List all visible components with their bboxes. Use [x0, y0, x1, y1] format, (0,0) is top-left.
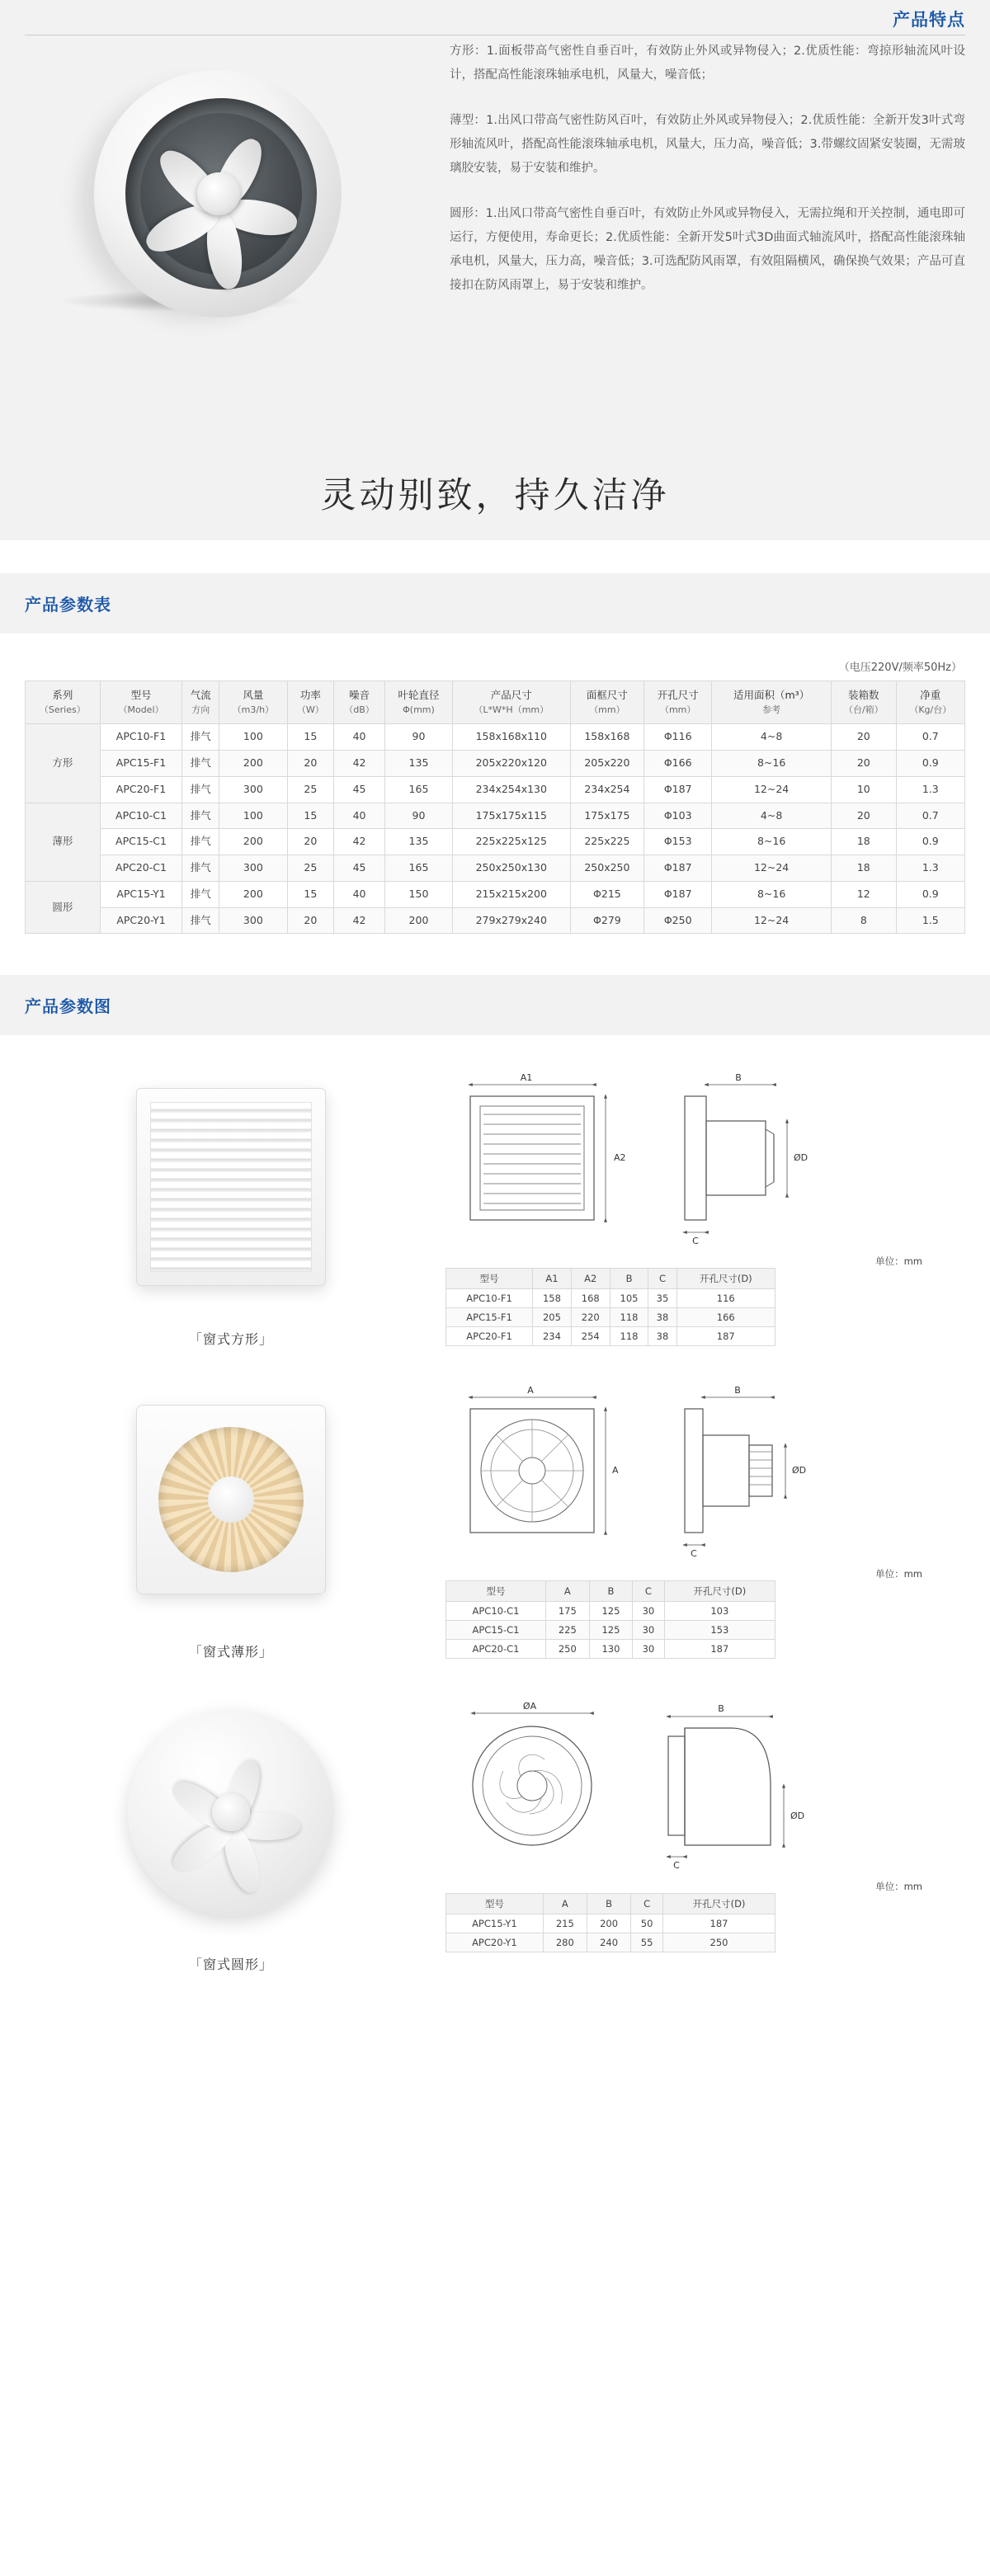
dim-col-header-3: C [631, 1894, 663, 1914]
dim-col-header-1: A1 [533, 1269, 572, 1289]
table-cell: 158x168 [570, 724, 644, 751]
drawing-block-square [0, 1035, 990, 1348]
table-cell: 158 [533, 1289, 572, 1308]
square-dimension-col [437, 1063, 932, 1346]
table-cell: APC20-C1 [446, 1640, 546, 1659]
table-cell: 254 [571, 1327, 610, 1346]
spec-table-wrap [0, 633, 990, 942]
spec-col-header-2: 气流 方向 [182, 681, 219, 724]
spec-table-body [26, 724, 965, 934]
table-cell: 187 [662, 1914, 775, 1933]
table-cell: 40 [334, 881, 385, 907]
spec-col-header-7: 产品尺寸 （L*W*H（mm） [452, 681, 570, 724]
spec-col-header-8: 面框尺寸 （mm） [570, 681, 644, 724]
table-row [446, 1327, 776, 1346]
table-cell: 187 [664, 1640, 775, 1659]
slim-photo-caption: 「窗式薄形」 [188, 1644, 273, 1660]
table-row [446, 1602, 776, 1621]
table-cell: 8 [832, 907, 897, 934]
table-cell: 200 [219, 881, 288, 907]
table-cell: 15 [287, 803, 333, 829]
label-d: ØD [792, 1465, 807, 1476]
table-cell: 25 [287, 776, 333, 803]
square-louver-panel [136, 1088, 326, 1286]
table-cell: 279x279x240 [452, 907, 570, 934]
table-cell: APC20-Y1 [446, 1933, 544, 1952]
round-product-photo [107, 1688, 355, 1936]
table-cell: 0.9 [896, 751, 964, 777]
table-cell: 8~16 [712, 751, 832, 777]
drawing-block-round [0, 1660, 990, 1973]
table-cell: Φ153 [644, 829, 712, 855]
table-cell: 20 [832, 803, 897, 829]
table-cell: 130 [589, 1640, 633, 1659]
table-cell: 175x175x115 [452, 803, 570, 829]
round-unit-label: 单位：mm [875, 1881, 922, 1893]
louver-slats [150, 1102, 312, 1272]
feature-paragraph-slim: 薄型：1.出风口带高气密性防风百叶，有效防止外风或异物侵入；2.优质性能：全新开发3叶式弯形轴流风叶，搭配高性能滚珠轴承电机，风量大，压力高，噪音低；3.带螺纹固紧安装圈，无需玻璃胶安装，易于安装和维护。 [450, 114, 965, 175]
table-cell: APC15-C1 [100, 829, 182, 855]
table-cell: 排气 [182, 724, 219, 751]
dim-col-header-3: C [633, 1581, 664, 1602]
table-cell: 50 [631, 1914, 663, 1933]
table-cell: 42 [334, 907, 385, 934]
table-cell: APC20-Y1 [100, 907, 182, 934]
spec-col-header-4: 功率 （W） [287, 681, 333, 724]
table-cell: 排气 [182, 829, 219, 855]
table-cell: 25 [287, 855, 333, 882]
table-cell: 158x168x110 [452, 724, 570, 751]
slim-grille [158, 1427, 304, 1572]
square-photo-caption: 「窗式方形」 [188, 1331, 273, 1348]
round-dimension-col [437, 1688, 932, 1952]
table-cell: APC10-F1 [100, 724, 182, 751]
label-b: B [734, 1385, 741, 1396]
table-cell: 166 [676, 1308, 776, 1327]
table-cell: APC15-F1 [100, 751, 182, 777]
table-cell: 35 [648, 1289, 676, 1308]
label-c: C [673, 1860, 680, 1872]
dim-col-header-3: B [610, 1269, 648, 1289]
slim-unit-label: 单位：mm [875, 1568, 922, 1580]
spacer [0, 942, 990, 975]
dim-col-header-2: A2 [571, 1269, 610, 1289]
table-cell: 125 [589, 1621, 633, 1640]
table-cell: 42 [334, 829, 385, 855]
label-a-side: A [612, 1465, 619, 1476]
table-cell: 0.7 [896, 724, 964, 751]
table-cell: 12~24 [712, 907, 832, 934]
dim-col-header-5: 开孔尺寸(D) [676, 1269, 776, 1289]
dim-header-row-1 [446, 1581, 776, 1602]
table-cell: 1.3 [896, 776, 964, 803]
table-cell: APC15-F1 [446, 1308, 533, 1327]
fan-hub [197, 172, 240, 215]
table-cell: 200 [219, 751, 288, 777]
table-cell: 234 [533, 1327, 572, 1346]
table-cell: 205 [533, 1308, 572, 1327]
table-cell: 125 [589, 1602, 633, 1621]
dim-col-header-0: 型号 [446, 1894, 544, 1914]
table-row [446, 1914, 776, 1933]
table-cell: 30 [633, 1640, 664, 1659]
table-cell: 250 [545, 1640, 589, 1659]
table-cell: 215 [543, 1914, 587, 1933]
hero-product-photo [25, 25, 437, 412]
square-dimension-drawing [437, 1063, 932, 1253]
table-cell: Φ187 [644, 855, 712, 882]
table-cell: APC10-C1 [446, 1602, 546, 1621]
slogan-band [0, 445, 990, 540]
round-fan-body [128, 1709, 334, 1915]
table-cell: 234x254x130 [452, 776, 570, 803]
table-cell: 175 [545, 1602, 589, 1621]
label-a: ØA [522, 1701, 537, 1712]
table-row [26, 724, 965, 751]
table-cell: 280 [543, 1933, 587, 1952]
table-cell: 1.3 [896, 855, 964, 882]
table-cell: 1.5 [896, 907, 964, 934]
table-cell: 300 [219, 776, 288, 803]
table-cell: Φ187 [644, 881, 712, 907]
drawings-section-header [0, 975, 990, 1035]
label-c: C [692, 1236, 699, 1247]
features-text [450, 40, 965, 319]
table-row [26, 751, 965, 777]
table-cell: APC10-F1 [446, 1289, 533, 1308]
series-cell: 薄形 [26, 803, 101, 881]
dim-col-header-0: 型号 [446, 1581, 546, 1602]
table-cell: 168 [571, 1289, 610, 1308]
table-row [26, 881, 965, 907]
table-row [26, 829, 965, 855]
table-row [446, 1308, 776, 1327]
table-cell: 4~8 [712, 803, 832, 829]
spec-col-header-6: 叶轮直径 Φ(mm) [384, 681, 452, 724]
label-a-top: A [527, 1385, 534, 1396]
feature-paragraph-square: 方形：1.面板带高气密性自垂百叶，有效防止外风或异物侵入；2.优质性能：弯掠形轴流风叶设计，搭配高性能滚珠轴承电机，风量大，噪音低； [450, 45, 965, 82]
dim-col-header-4: 开孔尺寸(D) [662, 1894, 775, 1914]
table-cell: 8~16 [712, 829, 832, 855]
table-cell: 118 [610, 1327, 648, 1346]
spacer [0, 540, 990, 573]
dim-col-header-2: B [589, 1581, 633, 1602]
spec-section-header [0, 573, 990, 633]
table-cell: 90 [384, 803, 452, 829]
spec-col-header-9: 开孔尺寸 （mm） [644, 681, 712, 724]
label-b: B [718, 1703, 724, 1715]
table-cell: 排气 [182, 803, 219, 829]
spec-col-header-0: 系列 （Series） [26, 681, 101, 724]
dim-body-0 [446, 1289, 776, 1346]
features-title: 产品特点 [893, 10, 965, 30]
table-cell: 排气 [182, 855, 219, 882]
table-cell: 45 [334, 776, 385, 803]
table-cell: 250x250x130 [452, 855, 570, 882]
table-row [26, 855, 965, 882]
dim-header-row-2 [446, 1894, 776, 1914]
dim-col-header-4: 开孔尺寸(D) [664, 1581, 775, 1602]
table-cell: 135 [384, 751, 452, 777]
table-cell: 165 [384, 855, 452, 882]
table-cell: 250x250 [570, 855, 644, 882]
table-cell: APC20-F1 [100, 776, 182, 803]
table-row [26, 907, 965, 934]
table-cell: APC15-Y1 [446, 1914, 544, 1933]
table-row [26, 803, 965, 829]
table-cell: 250 [662, 1933, 775, 1952]
spec-col-header-5: 噪音 （dB） [334, 681, 385, 724]
table-cell: 排气 [182, 776, 219, 803]
table-cell: 215x215x200 [452, 881, 570, 907]
table-cell: 15 [287, 881, 333, 907]
dim-col-header-4: C [648, 1269, 676, 1289]
round-dimension-table [446, 1893, 776, 1952]
table-cell: 38 [648, 1327, 676, 1346]
series-cell: 方形 [26, 724, 101, 803]
table-row [446, 1621, 776, 1640]
dim-col-header-1: A [543, 1894, 587, 1914]
table-cell: 18 [832, 855, 897, 882]
table-cell: 0.9 [896, 881, 964, 907]
table-cell: 30 [633, 1621, 664, 1640]
dim-body-1 [446, 1602, 776, 1659]
table-cell: 20 [287, 751, 333, 777]
dim-col-header-1: A [545, 1581, 589, 1602]
table-cell: 12~24 [712, 855, 832, 882]
voltage-note: （电压220V/频率50Hz） [838, 662, 962, 674]
table-cell: Φ116 [644, 724, 712, 751]
round-dimension-drawing [437, 1688, 932, 1878]
spec-col-header-10: 适用面积（m³） 参考 [712, 681, 832, 724]
table-cell: 200 [587, 1914, 630, 1933]
table-cell: 200 [219, 829, 288, 855]
table-cell: 135 [384, 829, 452, 855]
table-cell: 225x225x125 [452, 829, 570, 855]
table-row [446, 1933, 776, 1952]
table-cell: 200 [384, 907, 452, 934]
table-cell: 排气 [182, 751, 219, 777]
spec-section-title: 产品参数表 [25, 595, 111, 615]
table-cell: 12 [832, 881, 897, 907]
table-cell: 40 [334, 724, 385, 751]
spec-table [25, 680, 965, 934]
table-cell: Φ103 [644, 803, 712, 829]
table-cell: 103 [664, 1602, 775, 1621]
table-row [26, 776, 965, 803]
table-cell: 225x225 [570, 829, 644, 855]
table-cell: Φ279 [570, 907, 644, 934]
round-photo-col [25, 1688, 437, 1973]
table-cell: 116 [676, 1289, 776, 1308]
table-cell: APC15-Y1 [100, 881, 182, 907]
table-cell: APC20-F1 [446, 1327, 533, 1346]
table-row [446, 1640, 776, 1659]
drawing-block-slim [0, 1348, 990, 1660]
table-cell: 20 [287, 829, 333, 855]
table-cell: 165 [384, 776, 452, 803]
pipe-fan-illustration [82, 70, 355, 318]
table-cell: 0.7 [896, 803, 964, 829]
table-cell: 187 [676, 1327, 776, 1346]
square-product-photo [107, 1063, 355, 1311]
square-dimension-table [446, 1268, 776, 1346]
square-photo-col [25, 1063, 437, 1348]
slim-dimension-table [446, 1580, 776, 1659]
table-cell: 42 [334, 751, 385, 777]
table-cell: 20 [287, 907, 333, 934]
table-cell: 10 [832, 776, 897, 803]
table-cell: Φ250 [644, 907, 712, 934]
fan-hub [212, 1793, 250, 1831]
table-cell: 45 [334, 855, 385, 882]
slogan-text: 灵动别致，持久洁净 [320, 475, 670, 516]
round-photo-caption: 「窗式圆形」 [188, 1957, 273, 1973]
dim-header-row-0 [446, 1269, 776, 1289]
table-row [446, 1289, 776, 1308]
slim-photo-col [25, 1376, 437, 1660]
table-cell: 153 [664, 1621, 775, 1640]
dim-col-header-2: B [587, 1894, 630, 1914]
table-cell: 150 [384, 881, 452, 907]
table-cell: 105 [610, 1289, 648, 1308]
table-cell: 20 [832, 724, 897, 751]
dim-body-2 [446, 1914, 776, 1952]
table-cell: 240 [587, 1933, 630, 1952]
table-cell: 205x220 [570, 751, 644, 777]
table-cell: 300 [219, 855, 288, 882]
spec-header-row [26, 681, 965, 724]
label-a1: A1 [520, 1072, 533, 1084]
table-cell: 4~8 [712, 724, 832, 751]
table-cell: APC10-C1 [100, 803, 182, 829]
table-cell: Φ166 [644, 751, 712, 777]
table-cell: 20 [832, 751, 897, 777]
table-cell: 225 [545, 1621, 589, 1640]
square-unit-label: 单位：mm [875, 1255, 922, 1268]
slim-dimension-col [437, 1376, 932, 1659]
table-cell: Φ187 [644, 776, 712, 803]
label-a2: A2 [614, 1152, 626, 1164]
table-cell: 100 [219, 803, 288, 829]
table-cell: 90 [384, 724, 452, 751]
label-b: B [735, 1072, 742, 1084]
label-c: C [691, 1548, 697, 1560]
table-cell: APC15-C1 [446, 1621, 546, 1640]
spec-col-header-12: 净重 （Kg/台） [896, 681, 964, 724]
table-cell: 排气 [182, 881, 219, 907]
table-cell: 12~24 [712, 776, 832, 803]
table-cell: 40 [334, 803, 385, 829]
table-cell: 55 [631, 1933, 663, 1952]
table-cell: 100 [219, 724, 288, 751]
drawings-section-title: 产品参数图 [25, 996, 111, 1017]
slim-product-photo [107, 1376, 355, 1623]
table-cell: 15 [287, 724, 333, 751]
table-cell: 38 [648, 1308, 676, 1327]
label-d: ØD [794, 1152, 808, 1164]
table-cell: 118 [610, 1308, 648, 1327]
table-cell: 300 [219, 907, 288, 934]
bottom-spacer [0, 1973, 990, 2031]
table-cell: 220 [571, 1308, 610, 1327]
spec-col-header-11: 装箱数 （台/箱） [832, 681, 897, 724]
table-cell: 18 [832, 829, 897, 855]
table-cell: 0.9 [896, 829, 964, 855]
slim-panel [136, 1405, 326, 1594]
table-cell: 8~16 [712, 881, 832, 907]
feature-paragraph-round: 圆形：1.出风口带高气密性自垂百叶，有效防止外风或异物侵入，无需拉绳和开关控制，通电即可运行，方便使用，寿命更长；2.优质性能：全新开发5叶式3D曲面式轴流风叶，搭配高性能滚珠轴承电机，风量大，压力高，噪音低；3.可选配防风雨罩，有效阻隔横风，确保换气效果；产品可直接扣在防风雨罩上，易于安装和维护。 [450, 207, 965, 292]
spec-col-header-3: 风量 （m3/h） [219, 681, 288, 724]
table-cell: 排气 [182, 907, 219, 934]
table-cell: 205x220x120 [452, 751, 570, 777]
spec-col-header-1: 型号 （Model） [100, 681, 182, 724]
spec-table-head [26, 681, 965, 724]
features-section [0, 0, 990, 445]
table-cell: APC20-C1 [100, 855, 182, 882]
table-cell: 175x175 [570, 803, 644, 829]
table-cell: Φ215 [570, 881, 644, 907]
dim-col-header-0: 型号 [446, 1269, 533, 1289]
slim-dimension-drawing [437, 1376, 932, 1566]
table-cell: 234x254 [570, 776, 644, 803]
label-d: ØD [790, 1811, 805, 1822]
table-cell: 30 [633, 1602, 664, 1621]
series-cell: 圆形 [26, 881, 101, 934]
